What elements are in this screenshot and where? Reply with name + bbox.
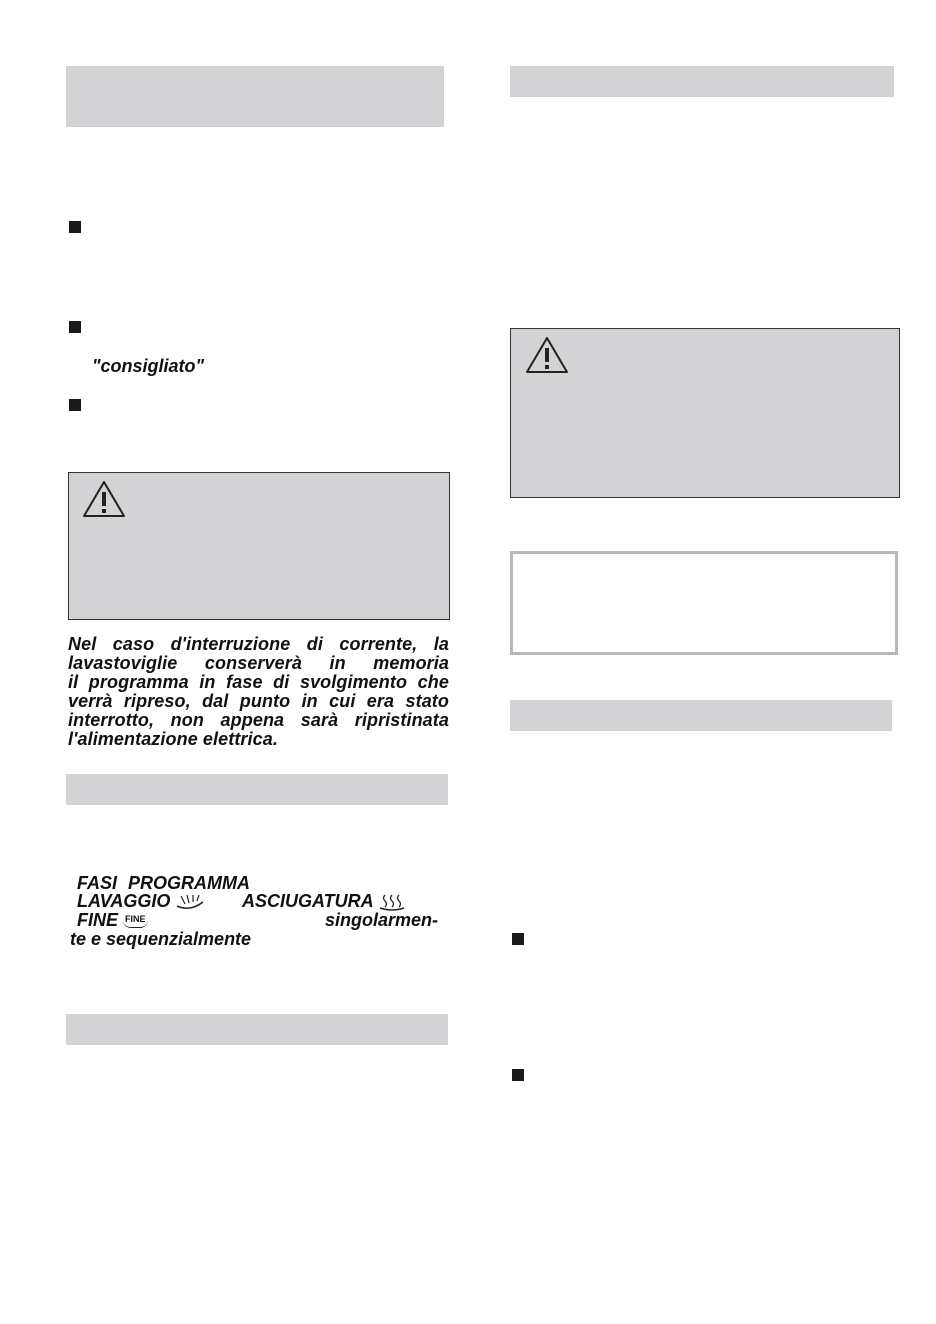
phase-dry: ASCIUGATURA — [242, 892, 406, 911]
phase-wash: LAVAGGIO — [77, 892, 205, 910]
wash-spray-icon — [175, 894, 205, 910]
power-interruption-note: Nel caso d'interruzione di corrente, la lavastoviglie conserverà in memoria il programma in fase di svolgimento che verrà ripreso, dal punto in cui era stato interrotto, non appena sarà ripristinata l'alimentazione elettrica. — [68, 634, 449, 749]
phase-single: singolarmen- — [325, 910, 439, 930]
phases-heading: FASI PROGRAMMA — [77, 873, 251, 893]
note-box — [510, 551, 898, 655]
warning-box-left — [68, 472, 450, 620]
steam-icon — [378, 893, 406, 911]
warning-box-right — [510, 328, 900, 498]
square-bullet-icon — [69, 321, 81, 333]
phase-end: FINE FINE — [77, 910, 146, 930]
square-bullet-icon — [512, 1069, 524, 1081]
section-header-band-1 — [66, 66, 444, 127]
square-bullet-icon — [512, 933, 524, 945]
recommended-term: "consigliato" — [92, 356, 205, 376]
section-header-band-3 — [66, 1014, 448, 1045]
section-header-band-4 — [510, 66, 894, 97]
section-header-band-2 — [66, 774, 448, 805]
warning-triangle-icon — [524, 335, 570, 375]
warning-triangle-icon — [81, 479, 127, 519]
square-bullet-icon — [69, 399, 81, 411]
phase-sequential: te e sequenzialmente — [70, 929, 252, 949]
fine-badge-icon: FINE — [123, 915, 148, 928]
square-bullet-icon — [69, 221, 81, 233]
section-header-band-5 — [510, 700, 892, 731]
